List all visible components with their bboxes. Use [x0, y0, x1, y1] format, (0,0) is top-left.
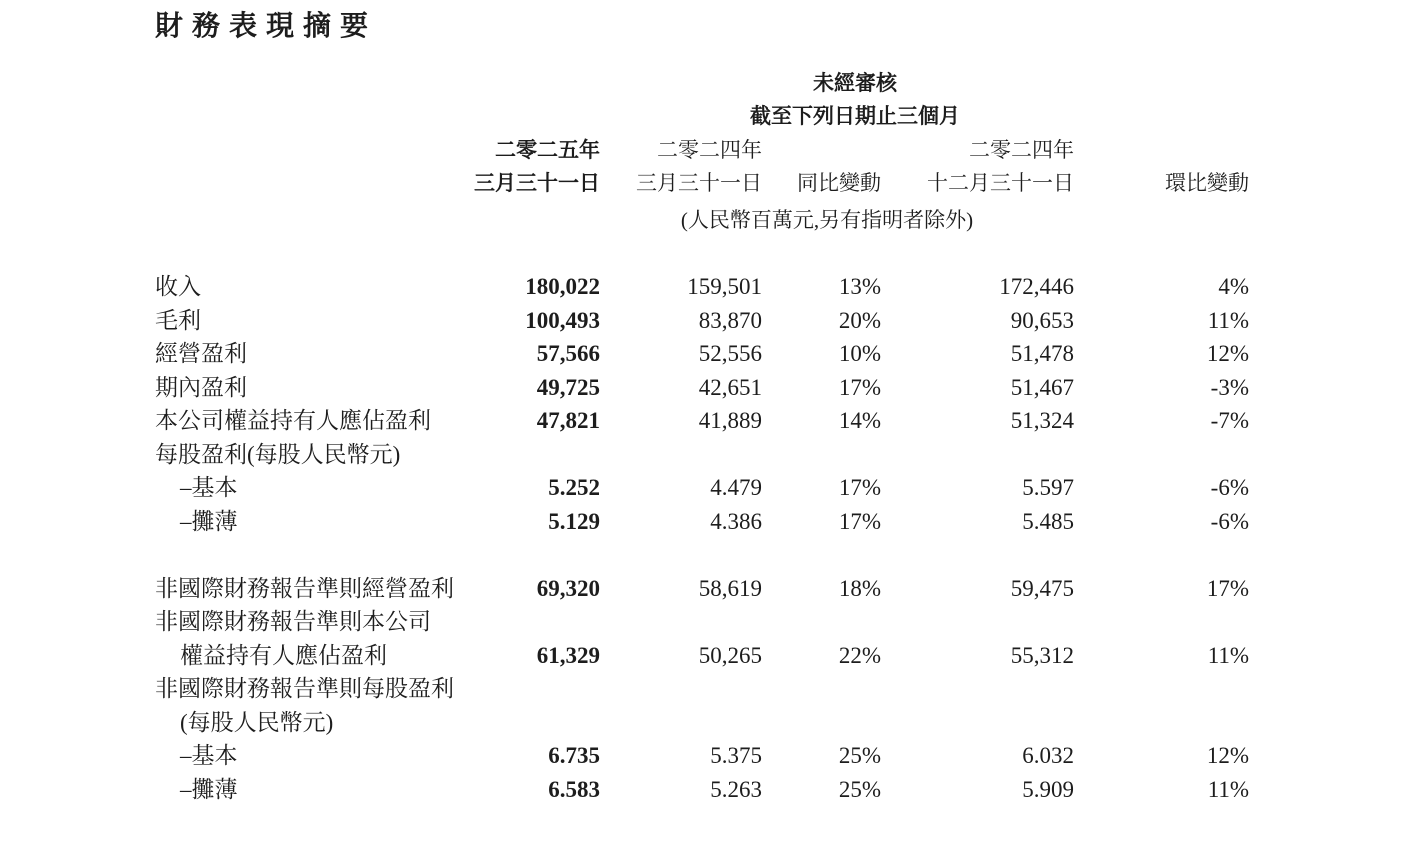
value-cell-col3	[762, 438, 881, 472]
value-cell-col4: 51,324	[1010, 408, 1074, 433]
row-label: 非國際財務報告準則每股盈利	[155, 676, 454, 701]
value-cell-col1: 49,725	[536, 374, 600, 400]
unit-note: (人民幣百萬元,另有指明者除外)	[680, 208, 974, 232]
table-body	[155, 270, 1249, 806]
value-cell-col3: 13%	[838, 274, 881, 299]
value-cell-col4: 5.597	[1022, 475, 1074, 500]
value-cell-col3: 10%	[838, 341, 881, 366]
col3-header: 同比變動	[797, 171, 881, 195]
value-cell-col2: 5.263	[710, 776, 762, 802]
row-label: 期內盈利	[155, 374, 247, 400]
value-cell-col1: 47,821	[536, 408, 600, 433]
unaudited-label: 未經審核	[813, 72, 897, 95]
table-row	[155, 337, 1249, 371]
value-cell-col5: -7%	[1210, 408, 1249, 433]
value-cell-col4: 51,478	[1010, 341, 1074, 366]
value-cell-col5	[1074, 672, 1249, 706]
date-header-row	[155, 167, 1249, 200]
value-cell-col3: 22%	[838, 642, 881, 668]
label-column-spacer	[155, 134, 340, 167]
value-cell-col4: 90,653	[1010, 307, 1074, 333]
value-cell-col2	[600, 706, 762, 740]
value-cell-col1	[480, 438, 600, 472]
value-cell-col4: 51,467	[1010, 374, 1074, 400]
value-cell-col2	[600, 605, 762, 639]
value-cell-col3	[762, 672, 881, 706]
value-cell-col1	[480, 605, 600, 639]
table-row	[155, 505, 1249, 539]
row-label: 經營盈利	[155, 341, 247, 366]
row-label: 收入	[155, 274, 201, 299]
value-cell-col5: 11%	[1207, 776, 1249, 802]
value-cell-col5: 4%	[1218, 274, 1249, 299]
col2-year-header: 二零二四年	[657, 138, 762, 162]
value-cell-col5	[1074, 706, 1249, 740]
row-label: –基本	[180, 475, 238, 500]
value-cell-col4	[881, 605, 1074, 639]
row-label: 權益持有人應佔盈利	[180, 642, 387, 668]
value-cell-col2: 159,501	[687, 274, 762, 299]
row-label: 每股盈利(每股人民幣元)	[155, 441, 401, 467]
col4-year-header: 二零二四年	[969, 138, 1074, 162]
table-row	[155, 371, 1249, 405]
value-cell-col1: 69,320	[536, 575, 600, 601]
table-row	[155, 706, 1249, 740]
value-cell-col4	[881, 706, 1074, 740]
value-cell-col2: 52,556	[698, 341, 762, 366]
value-cell-col1: 180,022	[525, 274, 600, 299]
value-cell-col1: 6.583	[548, 776, 600, 802]
value-cell-col1	[480, 672, 600, 706]
value-cell-col1: 61,329	[536, 642, 600, 668]
value-cell-col3: 20%	[838, 307, 881, 333]
spacer-row	[155, 538, 1249, 572]
table-row	[155, 404, 1249, 438]
value-cell-col5: -6%	[1210, 475, 1249, 500]
financial-summary-table	[155, 68, 1249, 806]
col1-year-header: 二零二五年	[495, 139, 600, 162]
value-cell-col4: 59,475	[1010, 575, 1074, 601]
value-cell-col3: 17%	[838, 508, 881, 534]
row-label: 非國際財務報告準則本公司	[155, 609, 431, 634]
value-cell-col3: 25%	[838, 776, 881, 802]
value-cell-col3: 17%	[838, 475, 881, 500]
value-cell-col3: 14%	[838, 408, 881, 433]
value-cell-col1	[480, 706, 600, 740]
value-cell-col4: 5.485	[1022, 508, 1074, 534]
value-cell-col3	[762, 706, 881, 740]
value-cell-col4: 55,312	[1010, 642, 1074, 668]
value-cell-col1: 5.129	[548, 508, 600, 534]
row-label: –基本	[180, 743, 238, 768]
label-column-spacer	[155, 167, 340, 200]
value-cell-col2: 5.375	[710, 743, 762, 768]
period-label: 截至下列日期止三個月	[750, 105, 960, 128]
value-cell-col4: 172,446	[999, 274, 1074, 299]
table-row	[155, 672, 1249, 706]
table-row	[155, 605, 1249, 639]
value-cell-col2	[600, 438, 762, 472]
table-row	[155, 739, 1249, 773]
row-label: –攤薄	[180, 776, 238, 802]
value-cell-col5	[1074, 605, 1249, 639]
value-cell-col3	[762, 605, 881, 639]
value-cell-col5: 12%	[1206, 341, 1249, 366]
col2-date-header: 三月三十一日	[636, 171, 762, 195]
col1-date-header: 三月三十一日	[474, 172, 600, 195]
value-cell-col2: 42,651	[698, 374, 762, 400]
col5-header: 環比變動	[1165, 171, 1249, 195]
value-cell-col2: 58,619	[698, 575, 762, 601]
value-cell-col2: 83,870	[698, 307, 762, 333]
col5-year-spacer	[1074, 134, 1249, 167]
col3-year-spacer	[762, 134, 881, 167]
table-row	[155, 639, 1249, 673]
value-cell-col5: 11%	[1207, 642, 1249, 668]
value-cell-col1: 5.252	[548, 475, 600, 500]
value-cell-col4	[881, 672, 1074, 706]
value-cell-col5: -3%	[1210, 374, 1249, 400]
value-cell-col5: 11%	[1207, 307, 1249, 333]
row-label: 本公司權益持有人應佔盈利	[155, 408, 431, 433]
value-cell-col5: -6%	[1210, 508, 1249, 534]
value-cell-col5: 12%	[1206, 743, 1249, 768]
value-cell-col5: 17%	[1206, 575, 1249, 601]
value-cell-col4: 5.909	[1022, 776, 1074, 802]
row-label: 毛利	[155, 307, 201, 333]
value-cell-col2: 50,265	[698, 642, 762, 668]
value-cell-col4	[881, 438, 1074, 472]
value-cell-col1: 100,493	[525, 307, 600, 333]
value-cell-col3: 17%	[838, 374, 881, 400]
table-row	[155, 270, 1249, 304]
value-cell-col4: 6.032	[1022, 743, 1074, 768]
value-cell-col1: 6.735	[548, 743, 600, 768]
table-row	[155, 471, 1249, 505]
value-cell-col2: 4.479	[710, 475, 762, 500]
row-label: (每股人民幣元)	[180, 709, 334, 735]
value-cell-col2	[600, 672, 762, 706]
table-row	[155, 304, 1249, 338]
value-cell-col2: 4.386	[710, 508, 762, 534]
row-label: –攤薄	[180, 508, 238, 534]
page-title: 財務表現摘要	[155, 10, 378, 41]
value-cell-col3: 18%	[838, 575, 881, 601]
year-header-row	[155, 134, 1249, 167]
table-row	[155, 572, 1249, 606]
col4-date-header: 十二月三十一日	[927, 171, 1074, 195]
row-label: 非國際財務報告準則經營盈利	[155, 575, 454, 601]
table-row	[155, 438, 1249, 472]
value-cell-col1: 57,566	[536, 341, 600, 366]
value-cell-col3: 25%	[838, 743, 881, 768]
value-cell-col2: 41,889	[698, 408, 762, 433]
table-row	[155, 773, 1249, 807]
value-cell-col5	[1074, 438, 1249, 472]
